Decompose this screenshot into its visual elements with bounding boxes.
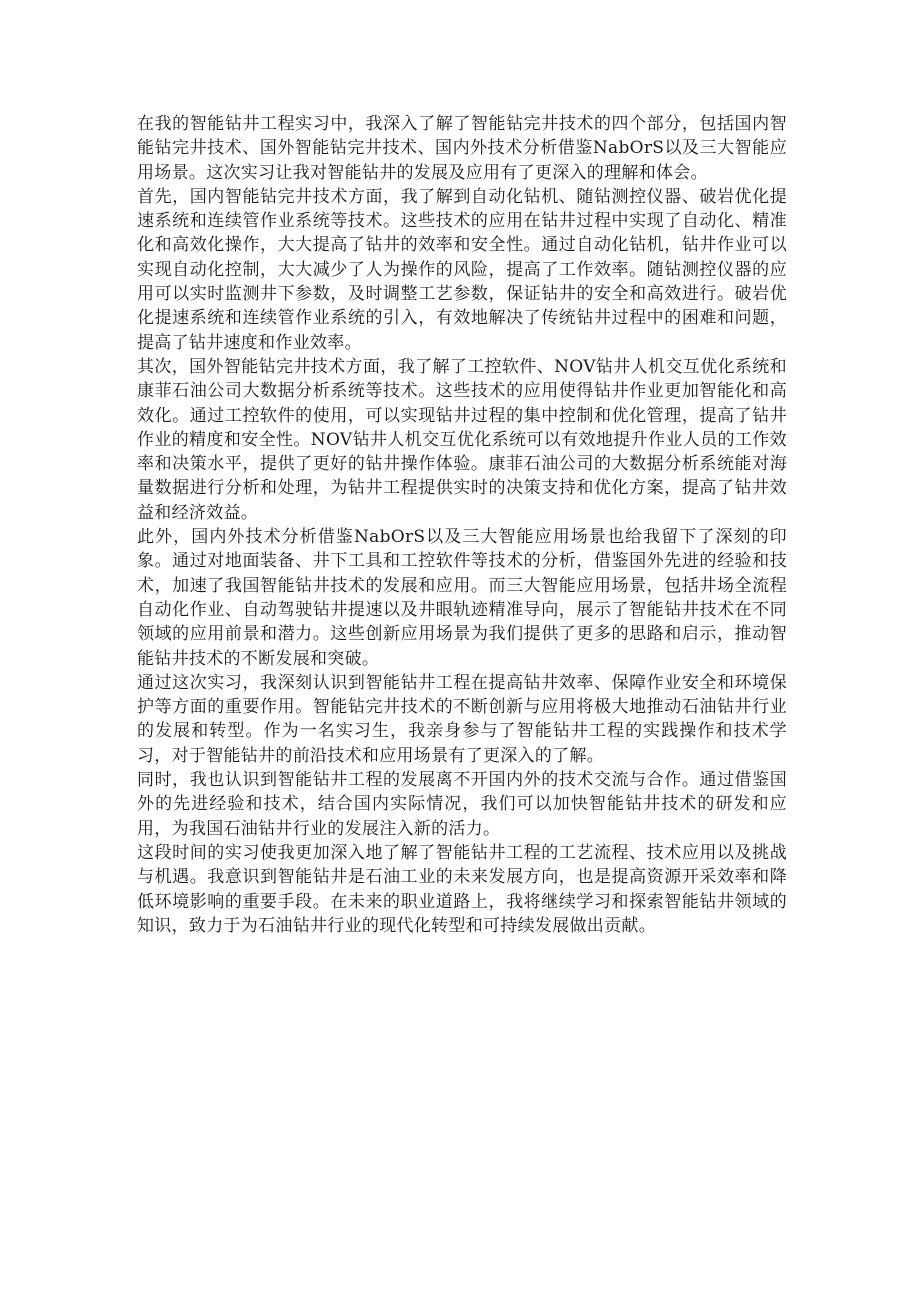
paragraph-reflection: 通过这次实习，我深刻认识到智能钻井工程在提高钻井效率、保障作业安全和环境保护等方面的重要作用。智能钻完井技术的不断创新与应用将极大地推动石油钻井行业的发展和转型。作为一名实习生，我亲身参与了智能钻井工程的实践操作和技术学习，对于智能钻井的前沿技术和应用场景有了更深入的了解。 <box>137 672 787 766</box>
paragraph-domestic-tech: 首先，国内智能钻完井技术方面，我了解到自动化钻机、随钻测控仪器、破岩优化提速系统和连续管作业系统等技术。这些技术的应用在钻井过程中实现了自动化、精准化和高效化操作，大大提高了钻井的效率和安全性。通过自动化钻机，钻井作业可以实现自动化控制，大大减少了人为操作的风险，提高了工作效率。随钻测控仪器的应用可以实时监测井下参数，及时调整工艺参数，保证钻井的安全和高效进行。破岩优化提速系统和连续管作业系统的引入，有效地解决了传统钻井过程中的困难和问题，提高了钻井速度和作业效率。 <box>137 186 787 353</box>
paragraph-foreign-tech: 其次，国外智能钻完井技术方面，我了解了工控软件、NOV钻井人机交互优化系统和康菲石油公司大数据分析系统等技术。这些技术的应用使得钻井作业更加智能化和高效化。通过工控软件的使用，可以实现钻井过程的集中控制和优化管理，提高了钻井作业的精度和安全性。NOV钻井人机交互优化系统可以有效地提升作业人员的工作效率和决策水平，提供了更好的钻井操作体验。康菲石油公司的大数据分析系统能对海量数据进行分析和处理，为钻井工程提供实时的决策支持和优化方案，提高了钻井效益和经济效益。 <box>137 356 787 523</box>
document-body <box>137 112 787 938</box>
paragraph-intro: 在我的智能钻井工程实习中，我深入了解了智能钻完井技术的四个部分，包括国内智能钻完井技术、国外智能钻完井技术、国内外技术分析借鉴NabOrS以及三大智能应用场景。这次实习让我对智能钻井的发展及应用有了更深入的理解和体会。 <box>137 114 787 183</box>
paragraph-conclusion: 这段时间的实习使我更加深入地了解了智能钻井工程的工艺流程、技术应用以及挑战与机遇。我意识到智能钻井是石油工业的未来发展方向，也是提高资源开采效率和降低环境影响的重要手段。在未来的职业道路上，我将继续学习和探索智能钻井领域的知识，致力于为石油钻井行业的现代化转型和可持续发展做出贡献。 <box>137 842 787 936</box>
paragraph-cooperation: 同时，我也认识到智能钻井工程的发展离不开国内外的技术交流与合作。通过借鉴国外的先进经验和技术，结合国内实际情况，我们可以加快智能钻井技术的研发和应用，为我国石油钻井行业的发展注入新的活力。 <box>137 770 787 839</box>
paragraph-analysis-scenarios: 此外，国内外技术分析借鉴NabOrS以及三大智能应用场景也给我留下了深刻的印象。通过对地面装备、井下工具和工控软件等技术的分析，借鉴国外先进的经验和技术，加速了我国智能钻井技术的发展和应用。而三大智能应用场景，包括井场全流程自动化作业、自动驾驶钻井提速以及井眼轨迹精准导向，展示了智能钻井技术在不同领域的应用前景和潜力。这些创新应用场景为我们提供了更多的思路和启示，推动智能钻井技术的不断发展和突破。 <box>137 527 787 669</box>
